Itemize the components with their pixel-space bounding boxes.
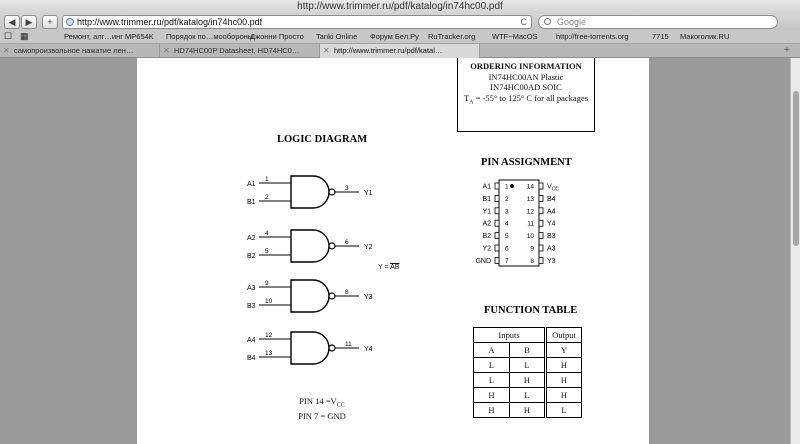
gate-pin-number: 13	[265, 350, 273, 357]
gate-pin-number: 9	[265, 280, 269, 287]
gate-input-label: A2	[247, 235, 256, 242]
back-button[interactable]: ◀	[4, 15, 20, 29]
table-header: B	[510, 343, 546, 358]
table-group-header: Inputs	[474, 328, 546, 343]
pdf-page	[137, 58, 649, 444]
search-placeholder: Google	[557, 17, 587, 27]
pin-name: A3	[547, 245, 556, 253]
pin-name: A4	[547, 208, 556, 216]
ic-pin	[495, 245, 499, 251]
globe-icon	[66, 18, 74, 26]
ordering-line: IN74HC00AD SOIC	[490, 82, 562, 92]
table-cell: H	[510, 403, 546, 418]
table-cell: L	[510, 358, 546, 373]
tab-bar	[0, 44, 800, 58]
ic-pin	[539, 257, 543, 263]
bookmark-item[interactable]: 7715	[652, 32, 669, 41]
pin1-marker-icon	[510, 184, 514, 188]
gate-pin-number: 4	[265, 230, 269, 237]
table-cell: H	[546, 358, 582, 373]
gate-pin-number: 12	[265, 332, 273, 339]
gate-input-label: B4	[247, 355, 256, 362]
bookmark-item[interactable]: Джонни Просто	[250, 32, 304, 41]
gate-input-label: B3	[247, 303, 256, 310]
tab-active[interactable]	[320, 44, 480, 58]
ic-pin	[495, 183, 499, 189]
pin-name: Y2	[482, 245, 491, 253]
gate-pin-number: 11	[345, 341, 352, 348]
tab-label: самопроизвольное нажатие лен…	[14, 46, 134, 55]
pin-number: 8	[530, 257, 534, 265]
window-title: http://www.trimmer.ru/pdf/katalog/in74hc00.pdf	[297, 1, 503, 12]
pin-name: Y4	[547, 220, 556, 228]
bookmark-item[interactable]: RuTracker.org	[428, 32, 476, 41]
ic-pin	[495, 195, 499, 201]
ic-pin	[539, 183, 543, 189]
table-cell: H	[546, 388, 582, 403]
gate-output-label: Y1	[364, 190, 373, 197]
pin-number: 12	[526, 208, 534, 216]
power-pin-note: PIN $14 =V_{CC}$ PIN 7 = GND	[298, 396, 346, 421]
pin-number: 11	[527, 220, 534, 228]
tab-label: http://www.trimmer.ru/pdf/katal…	[334, 46, 443, 55]
add-bookmark-button[interactable]: +	[42, 15, 58, 29]
table-cell: L	[510, 388, 546, 403]
table-cell: H	[510, 373, 546, 388]
table-cell: H	[474, 388, 510, 403]
pin-number: 7	[505, 257, 509, 265]
close-tab-icon[interactable]: ✕	[163, 46, 170, 55]
bookmark-item[interactable]: WTF~MacOS	[492, 32, 538, 41]
bookmark-item[interactable]: Tanki Online	[316, 32, 358, 41]
table-cell: L	[474, 373, 510, 388]
new-tab-button[interactable]: +	[784, 45, 790, 56]
logic-diagram-title: LOGIC DIAGRAM	[277, 134, 368, 145]
tab[interactable]	[160, 44, 320, 58]
reload-icon[interactable]: C	[520, 17, 527, 27]
pin-name: B1	[482, 195, 491, 203]
pin-number: 10	[526, 233, 534, 241]
url-text: http://www.trimmer.ru/pdf/katalog/in74hc00.pdf	[77, 17, 263, 27]
bookmarks-bar	[0, 30, 800, 44]
function-table	[473, 327, 582, 418]
pin-name: B4	[547, 195, 556, 203]
bookmark-item[interactable]: Макоголик.RU	[680, 32, 730, 41]
pin-number: 5	[505, 233, 509, 241]
gate-output-label: Y4	[364, 346, 373, 353]
gate-output-label: Y3	[364, 294, 373, 301]
gate-input-label: B1	[247, 199, 256, 206]
ordering-line: IN74HC00AN Plastic	[488, 71, 564, 82]
gate-pin-number: 3	[345, 185, 349, 192]
table-header: A	[474, 343, 510, 358]
gate-pin-number: 10	[265, 298, 273, 305]
pin-name: GND	[475, 257, 491, 265]
scrollbar-thumb[interactable]	[793, 91, 799, 246]
ic-pin	[539, 220, 543, 226]
tab-label: HD74HC00P Datasheet, HD74HC0…	[174, 46, 300, 55]
gate-pin-number: 2	[265, 194, 269, 201]
ic-pin	[539, 233, 543, 239]
pin-name: Y3	[547, 257, 556, 265]
pin-number: 9	[530, 245, 534, 253]
bookmark-item[interactable]: Порядок по…мообороны	[166, 32, 254, 41]
ic-pin	[495, 220, 499, 226]
gate-input-label: B2	[247, 253, 256, 260]
pin-name: A1	[482, 183, 491, 191]
gate-pin-number: 6	[345, 239, 349, 246]
ordering-title: ORDERING INFORMATION	[470, 61, 582, 71]
gate-output-label: Y2	[364, 244, 373, 251]
url-field[interactable]	[62, 15, 532, 29]
tab[interactable]	[0, 44, 160, 58]
pin-name: A2	[482, 220, 491, 228]
table-cell: L	[474, 358, 510, 373]
logic-formula: $Y = \overline{AB}$	[378, 264, 400, 271]
pin-name: Y1	[482, 208, 491, 216]
pin-number: 3	[505, 208, 509, 216]
gate-input-label: A3	[247, 285, 256, 292]
table-cell: H	[474, 403, 510, 418]
gate-pin-number: 8	[345, 289, 349, 296]
pin-number: 6	[505, 245, 509, 253]
ic-pin	[495, 257, 499, 263]
gate-input-label: A4	[247, 337, 256, 344]
close-tab-icon[interactable]: ✕	[323, 46, 330, 55]
pin-number: 1	[505, 183, 509, 191]
pin-number: 13	[526, 195, 534, 203]
table-group-header: Output	[546, 328, 582, 343]
ic-pin	[539, 245, 543, 251]
window-title-bar	[0, 0, 800, 14]
close-tab-icon[interactable]: ✕	[3, 46, 10, 55]
bookmark-item[interactable]: Форум Бел.Ру	[370, 32, 419, 41]
pin-number: 2	[505, 195, 509, 203]
gate-pin-number: 5	[265, 248, 269, 255]
pin-number: 4	[505, 220, 509, 228]
table-header: Y	[546, 343, 582, 358]
search-icon	[544, 18, 551, 25]
gate-pin-number: 1	[265, 176, 269, 183]
function-table-title: FUNCTION TABLE	[484, 305, 578, 316]
ic-pin	[539, 208, 543, 214]
table-cell: H	[546, 373, 582, 388]
bookmark-item[interactable]: Ремонт, алг…инг MP654K	[64, 32, 154, 41]
ic-pin	[495, 208, 499, 214]
table-cell: L	[546, 403, 582, 418]
ic-pin	[495, 233, 499, 239]
pin-name: B3	[547, 233, 556, 241]
vertical-scrollbar[interactable]	[790, 58, 800, 444]
ic-pin	[539, 195, 543, 201]
pin-assignment-title: PIN ASSIGNMENT	[481, 157, 572, 168]
dip-package	[475, 180, 559, 266]
ordering-temp: $T_A = -55^\circ$ to 125° C for all packages	[463, 92, 589, 106]
pin-number: 14	[526, 183, 534, 191]
browser-toolbar	[0, 14, 800, 30]
forward-button[interactable]: ▶	[21, 15, 37, 29]
pin-name: B2	[482, 233, 491, 241]
gate-input-label: A1	[247, 181, 256, 188]
pin-name: $V_{CC}$	[547, 183, 559, 193]
reading-list-icon[interactable]: ☐	[4, 31, 13, 41]
search-input[interactable]	[538, 15, 778, 29]
pdf-viewport[interactable]	[0, 58, 790, 444]
top-sites-icon[interactable]: ▦	[20, 31, 29, 41]
bookmark-item[interactable]: http://free-torrents.org	[556, 32, 629, 41]
